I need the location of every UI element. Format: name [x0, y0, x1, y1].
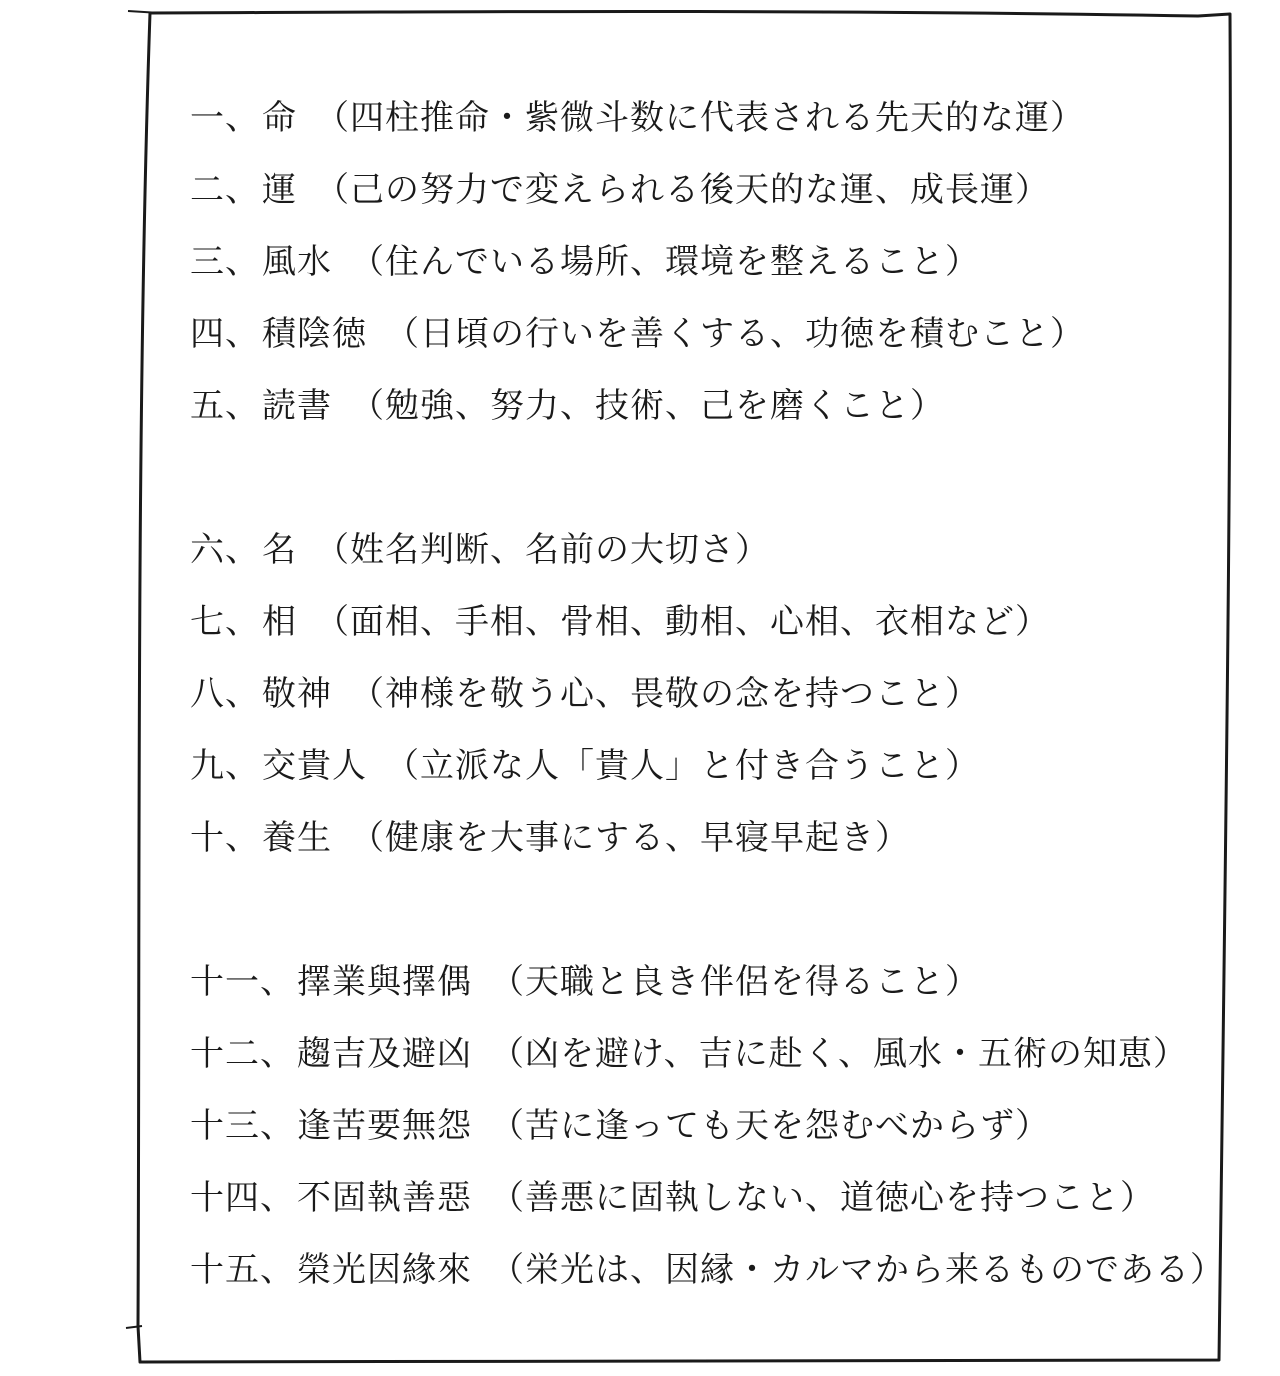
item-separator: 、	[225, 314, 260, 354]
item-term: 擇業與擇偶	[297, 962, 472, 1002]
item-term: 養生	[262, 818, 332, 858]
item-separator: 、	[260, 1034, 295, 1074]
list-item	[190, 946, 1190, 1018]
item-note: （栄光は、因縁・カルマから来るものである）	[490, 1250, 1225, 1290]
list-item	[190, 586, 1190, 658]
list-group-2	[190, 514, 1190, 874]
list-group-3	[190, 946, 1225, 1306]
item-note: （己の努力で変えられる後天的な運、成長運）	[315, 170, 1050, 210]
item-number: 三	[190, 242, 225, 282]
list-item	[190, 370, 1190, 442]
item-separator: 、	[225, 602, 260, 642]
list-item	[190, 1162, 1190, 1234]
item-number: 七	[190, 602, 225, 642]
item-term: 読書	[262, 386, 332, 426]
item-term: 相	[262, 602, 297, 642]
item-note: （面相、手相、骨相、動相、心相、衣相など）	[315, 602, 1050, 642]
item-number: 九	[190, 746, 225, 786]
item-separator: 、	[260, 1106, 295, 1146]
item-separator: 、	[225, 242, 260, 282]
item-term: 不固執善惡	[297, 1178, 472, 1218]
item-number: 二	[190, 170, 225, 210]
item-note: （凶を避け、吉に赴く、風水・五術の知恵）	[490, 1034, 1188, 1074]
item-number: 一	[190, 98, 225, 138]
item-term: 交貴人	[262, 746, 367, 786]
item-term: 榮光因緣來	[297, 1250, 472, 1290]
item-term: 趨吉及避凶	[297, 1034, 472, 1074]
item-note: （善悪に固執しない、道徳心を持つこと）	[490, 1178, 1155, 1218]
item-number: 十一	[190, 962, 260, 1002]
item-separator: 、	[225, 818, 260, 858]
list-item	[190, 802, 1190, 874]
list-item	[190, 154, 1190, 226]
list-item	[190, 1018, 1190, 1090]
item-separator: 、	[225, 386, 260, 426]
item-note: （四柱推命・紫微斗数に代表される先天的な運）	[315, 98, 1085, 138]
item-separator: 、	[225, 170, 260, 210]
item-separator: 、	[260, 962, 295, 1002]
item-note: （神様を敬う心、畏敬の念を持つこと）	[350, 674, 980, 714]
list-item	[190, 730, 1190, 802]
item-term: 運	[262, 170, 297, 210]
item-number: 八	[190, 674, 225, 714]
item-note: （住んでいる場所、環境を整えること）	[350, 242, 980, 282]
item-separator: 、	[225, 530, 260, 570]
item-term: 命	[262, 98, 297, 138]
item-term: 名	[262, 530, 297, 570]
list-item	[190, 1234, 1225, 1306]
list-group-1	[190, 82, 1190, 442]
item-separator: 、	[225, 746, 260, 786]
item-term: 風水	[262, 242, 332, 282]
item-term: 積陰徳	[262, 314, 367, 354]
item-separator: 、	[260, 1250, 295, 1290]
item-number: 十四	[190, 1178, 260, 1218]
list-item	[190, 1090, 1190, 1162]
list-item	[190, 514, 1190, 586]
item-note: （姓名判断、名前の大切さ）	[315, 530, 770, 570]
item-separator: 、	[225, 98, 260, 138]
item-number: 十五	[190, 1250, 260, 1290]
item-note: （健康を大事にする、早寝早起き）	[350, 818, 910, 858]
list-item	[190, 82, 1190, 154]
item-term: 敬神	[262, 674, 332, 714]
item-note: （苦に逢っても天を怨むべからず）	[490, 1106, 1050, 1146]
list-item	[190, 298, 1190, 370]
item-note: （勉強、努力、技術、己を磨くこと）	[350, 386, 945, 426]
list-item	[190, 226, 1190, 298]
list-item	[190, 658, 1190, 730]
item-number: 四	[190, 314, 225, 354]
item-number: 十	[190, 818, 225, 858]
item-number: 十二	[190, 1034, 260, 1074]
item-note: （日頃の行いを善くする、功徳を積むこと）	[385, 314, 1085, 354]
item-number: 六	[190, 530, 225, 570]
item-term: 逢苦要無怨	[297, 1106, 472, 1146]
item-number: 五	[190, 386, 225, 426]
item-note: （天職と良き伴侶を得ること）	[490, 962, 980, 1002]
item-number: 十三	[190, 1106, 260, 1146]
item-separator: 、	[225, 674, 260, 714]
item-separator: 、	[260, 1178, 295, 1218]
item-note: （立派な人「貴人」と付き合うこと）	[385, 746, 980, 786]
handwritten-list	[190, 82, 1225, 1306]
